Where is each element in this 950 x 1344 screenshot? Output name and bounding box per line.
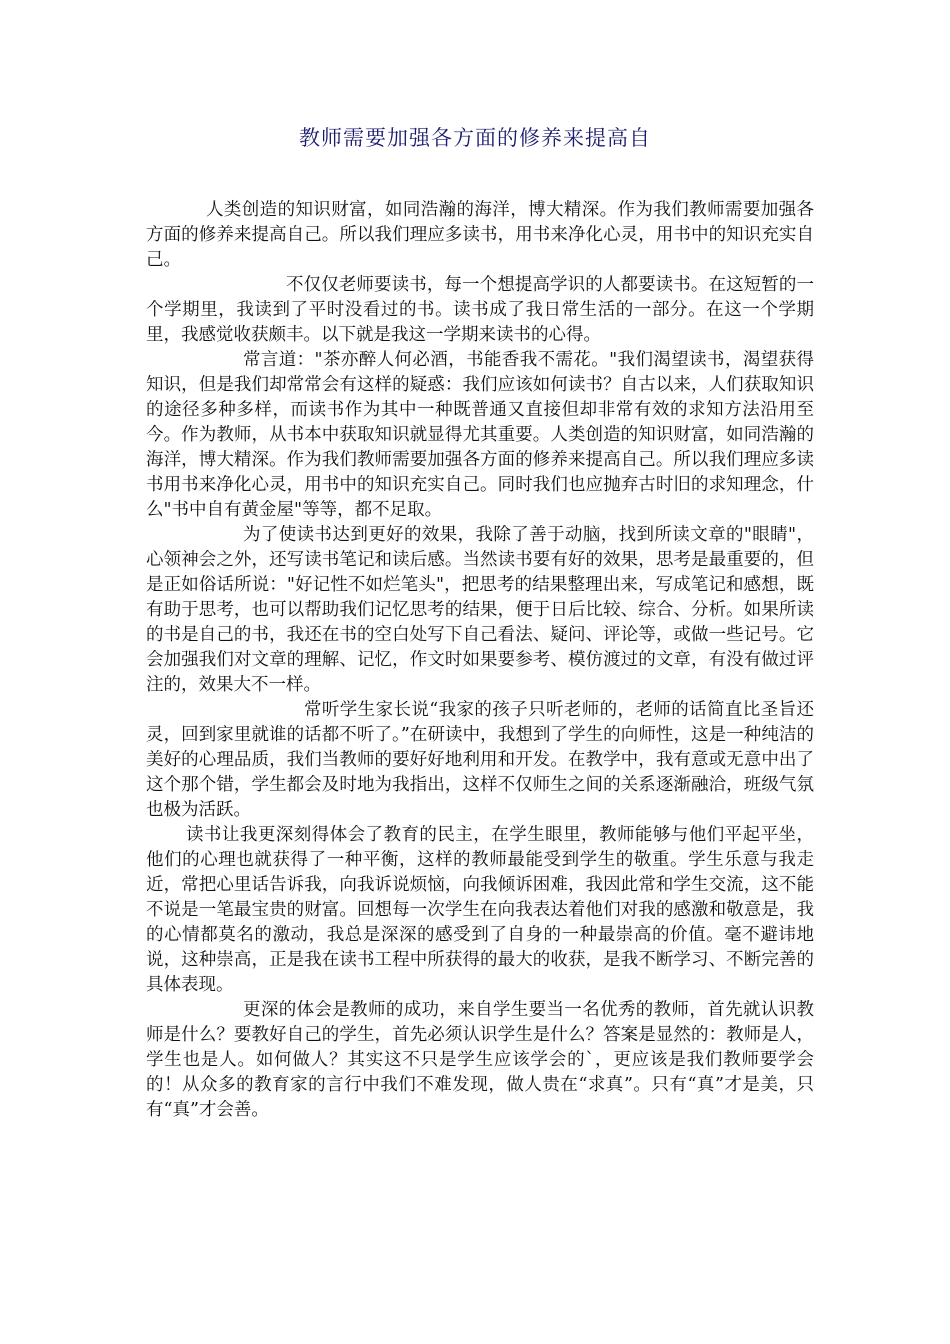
paragraph-6: 读书让我更深刻得体会了教育的民主，在学生眼里，教师能够与他们平起平坐，他们的心理也就获得了一种平衡，这样的教师最能受到学生的敬重。学生乐意与我走近，常把心里话告诉我，向我诉说烦恼，向我倾诉困难，我因此常和学生交流，这不能不说是一笔最宝贵的财富。回想每一次学生在向我表达着他们对我的感激和敬意是，我的心情都莫名的激动，我总是深深的感受到了自身的一种最崇高的价值。毫不避讳地说，这种崇高，正是我在读书工程中所获得的最大的收获，是我不断学习、不断完善的具体表现。 — [146, 825, 814, 995]
paragraph-7: 更深的体会是教师的成功，来自学生要当一名优秀的教师，首先就认识教师是什么？要教好自己的学生，首先必须认识学生是什么？答案是显然的：教师是人，学生也是人。如何做人？其实这不只是学生应该学会的`，更应该是我们教师要学会的！从众多的教育家的言行中我们不难发现，做人贵在“求真”。只有“真”才是美，只有“真”才会善。 — [146, 1000, 814, 1120]
paragraph-2: 不仅仅老师要读书，每一个想提高学识的人都要读书。在这短暂的一个学期里，我读到了平时没看过的书。读书成了我日常生活的一部分。在这一个学期里，我感觉收获颇丰。以下就是我这一学期来读书的心得。 — [146, 275, 814, 345]
document-body — [146, 198, 814, 1123]
paragraph-5: 常听学生家长说“我家的孩子只听老师的，老师的话简直比圣旨还灵，回到家里就谁的话都不听了。”在研读中，我想到了学生的向师性，这是一种纯洁的美好的心理品质，我们当教师的要好好地利用和开发。在教学中，我有意或无意中出了这个那个错，学生都会及时地为我指出，这样不仅师生之间的关系逐渐融洽，班级气氛也极为活跃。 — [146, 700, 814, 820]
paragraph-4: 为了使读书达到更好的效果，我除了善于动脑，找到所读文章的"眼睛"，心领神会之外，还写读书笔记和读后感。当然读书要有好的效果，思考是最重要的，但是正如俗话所说："好记性不如烂笔头"，把思考的结果整理出来，写成笔记和感想，既有助于思考，也可以帮助我们记忆思考的结果，便于日后比较、综合、分析。如果所读的书是自己的书，我还在书的空白处写下自己看法、疑问、评论等，或做一些记号。它会加强我们对文章的理解、记忆，作文时如果要参考、模仿渡过的文章，有没有做过评注的，效果大不一样。 — [146, 525, 814, 695]
document-title: 教师需要加强各方面的修养来提高自 — [299, 126, 651, 150]
paragraph-3: 常言道："茶亦醉人何必酒，书能香我不需花。"我们渴望读书，渴望获得知识，但是我们却常常会有这样的疑惑：我们应该如何读书？自古以来，人们获取知识的途径多种多样，而读书作为其中一种既普通又直接但却非常有效的求知方法沿用至今。作为教师，从书本中获取知识就显得尤其重要。人类创造的知识财富，如同浩瀚的海洋，博大精深。作为我们教师需要加强各方面的修养来提高自己。所以我们理应多读书用书来净化心灵，用书中的知识充实自己。同时我们也应抛弃古时旧的求知理念，什么"书中自有黄金屋"等等，都不足取。 — [146, 350, 814, 520]
paragraph-1: 人类创造的知识财富，如同浩瀚的海洋，博大精深。作为我们教师需要加强各方面的修养来提高自己。所以我们理应多读书，用书来净化心灵，用书中的知识充实自己。 — [146, 200, 814, 270]
